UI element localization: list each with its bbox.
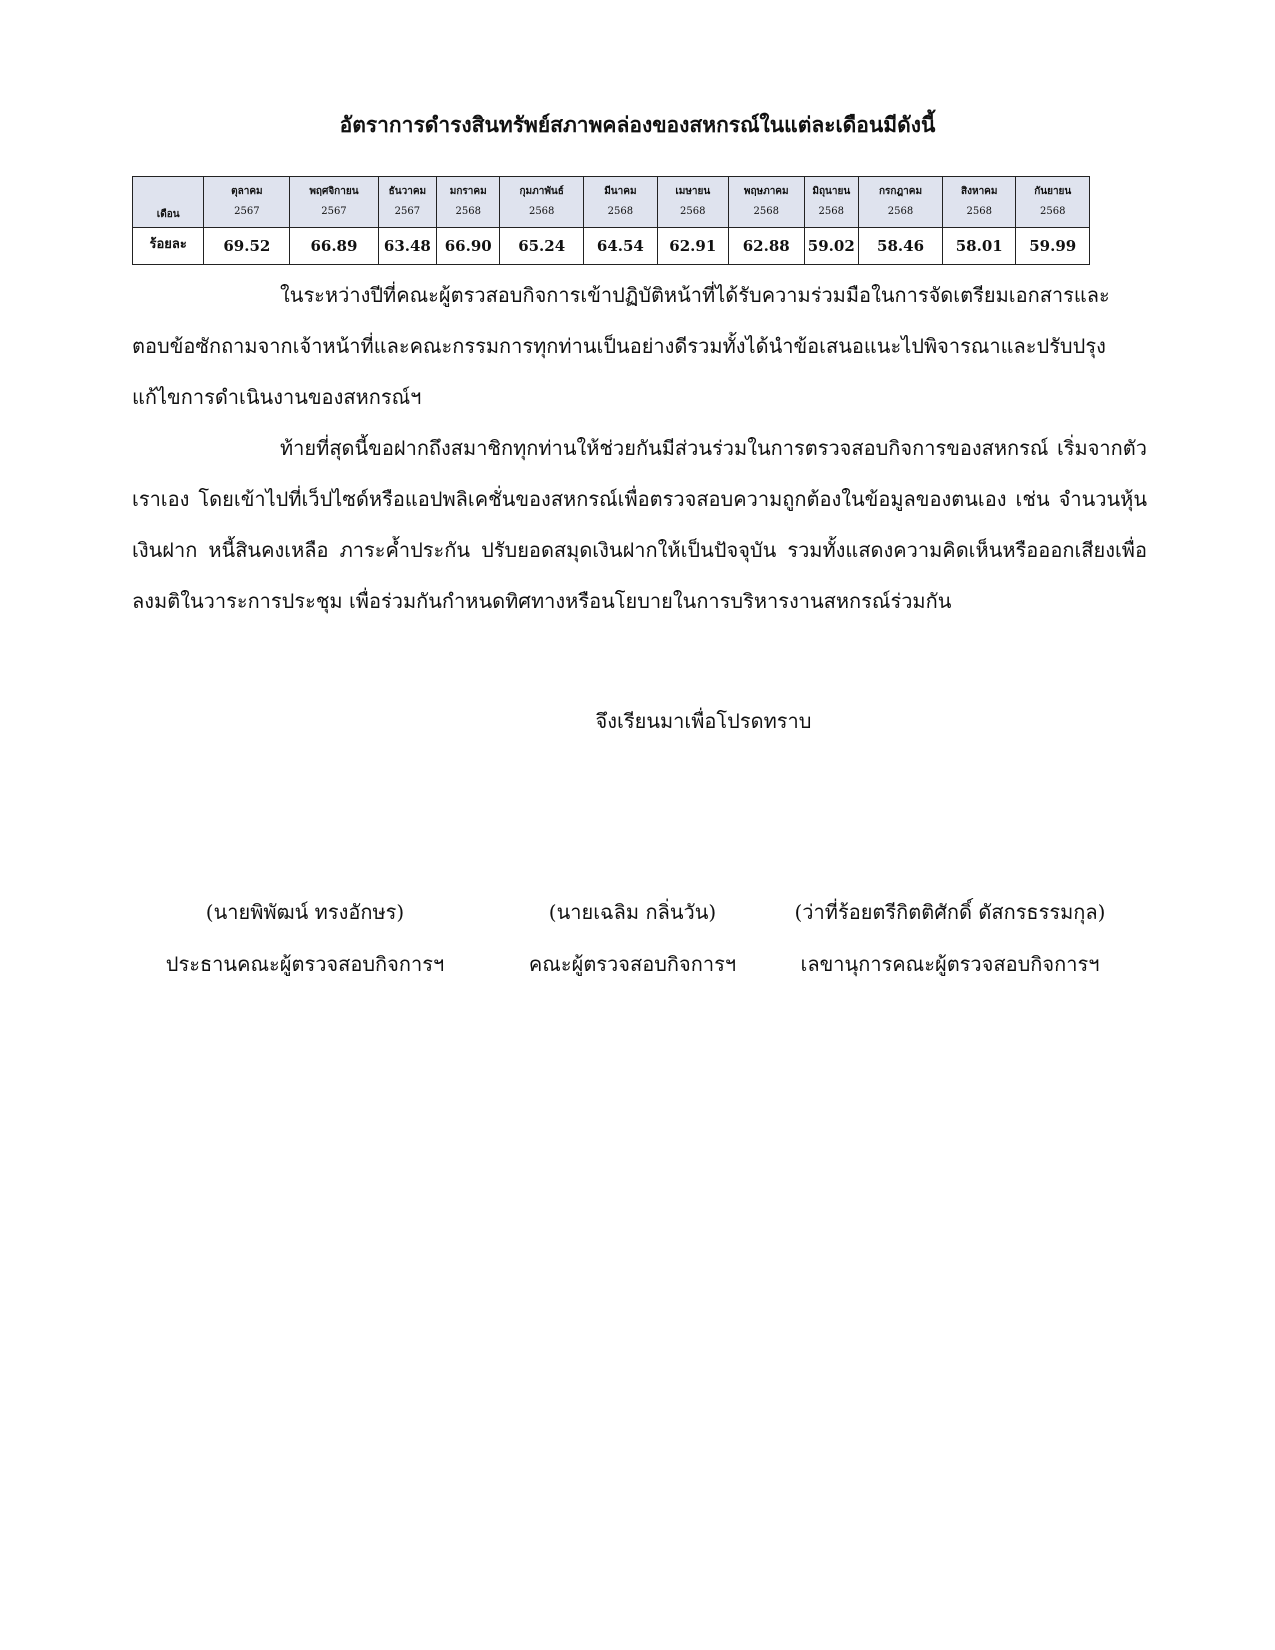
- signature-block-chairman: [140, 886, 470, 990]
- percent-value-cell: 62.88: [728, 228, 804, 265]
- signatory-name: (นายพิพัฒน์ ทรงอักษร): [205, 900, 405, 924]
- percent-value-cell: 69.52: [204, 228, 290, 265]
- percent-value-cell: 66.90: [437, 228, 500, 265]
- signatory-name: (ว่าที่ร้อยตรีกิตติศักดิ์ ดัสกรธรรมกุล): [794, 900, 1106, 924]
- percent-value-cell: 66.89: [290, 228, 378, 265]
- percent-value-cell: 64.54: [584, 228, 657, 265]
- month-header-cell: มกราคม 2568: [437, 177, 500, 228]
- table-value-row: [133, 228, 1090, 265]
- month-header-label: เดือน: [133, 177, 204, 228]
- month-header-cell: พฤศจิกายน 2567: [290, 177, 378, 228]
- percent-value-cell: 59.02: [804, 228, 859, 265]
- percent-value-cell: 59.99: [1016, 228, 1090, 265]
- closing-line: จึงเรียนมาเพื่อโปรดทราบ: [595, 709, 812, 733]
- signatory-position: เลขานุการคณะผู้ตรวจสอบกิจการฯ: [800, 952, 1100, 976]
- document-title: อัตราการดำรงสินทรัพย์สภาพคล่องของสหกรณ์ในแต่ละเดือนมีดังนี้: [339, 112, 936, 137]
- month-header-cell: มิถุนายน 2568: [804, 177, 859, 228]
- signature-block-member: [500, 886, 765, 990]
- month-header-cell: มีนาคม 2568: [584, 177, 657, 228]
- signatory-position: คณะผู้ตรวจสอบกิจการฯ: [528, 952, 737, 976]
- percent-row-label: ร้อยละ: [133, 228, 204, 265]
- body-paragraph-cooperation: ในระหว่างปีที่คณะผู้ตรวสอบกิจการเข้าปฏิบัติหน้าที่ได้รับความร่วมมือในการจัดเตรียมเอกสารและตอบข้อซักถามจากเจ้าหน้าที่และคณะกรรมการทุกท่านเป็นอย่างดีรวมทั้งได้นำข้อเสนอแนะไปพิจารณาและปรับปรุงแก้ไขการดำเนินงานของสหกรณ์ฯ: [132, 283, 1110, 409]
- percent-value-cell: 62.91: [657, 228, 728, 265]
- month-header-cell: ตุลาคม 2567: [204, 177, 290, 228]
- body-text: [132, 270, 1147, 627]
- signatory-position: ประธานคณะผู้ตรวจสอบกิจการฯ: [165, 952, 445, 976]
- table-header-row: [133, 177, 1090, 228]
- month-header-cell: กันยายน 2568: [1016, 177, 1090, 228]
- percent-value-cell: 58.01: [943, 228, 1016, 265]
- month-header-cell: เมษายน 2568: [657, 177, 728, 228]
- month-header-cell: ธันวาคม 2567: [378, 177, 437, 228]
- percent-value-cell: 58.46: [859, 228, 943, 265]
- signature-block-secretary: [770, 886, 1130, 990]
- month-header-cell: กรกฎาคม 2568: [859, 177, 943, 228]
- body-paragraph-member-request: ท้ายที่สุดนี้ขอฝากถึงสมาชิกทุกท่านให้ช่วยกันมีส่วนร่วมในการตรวจสอบกิจการของสหกรณ์ เริ่มจากตัวเราเอง โดยเข้าไปที่เว็ปไซด์หรือแอปพลิเคชั่นของสหกรณ์เพื่อตรวจสอบความถูกต้องในข้อมูลของตนเอง เช่น จำนวนหุ้น เงินฝาก หนี้สินคงเหลือ ภาระค้ำประกัน ปรับยอดสมุดเงินฝากให้เป็นปัจจุบัน รวมทั้งแสดงความคิดเห็นหรือออกเสียงเพื่อลงมติในวาระการประชุม เพื่อร่วมกันกำหนดทิศทางหรือนโยบายในการบริหารงานสหกรณ์ร่วมกัน: [132, 436, 1147, 613]
- month-header-cell: สิงหาคม 2568: [943, 177, 1016, 228]
- signatory-name: (นายเฉลิม กลิ่นวัน): [548, 900, 717, 924]
- month-header-cell: พฤษภาคม 2568: [728, 177, 804, 228]
- percent-value-cell: 63.48: [378, 228, 437, 265]
- percent-value-cell: 65.24: [500, 228, 584, 265]
- liquidity-ratio-table: [132, 176, 1090, 265]
- month-header-cell: กุมภาพันธ์ 2568: [500, 177, 584, 228]
